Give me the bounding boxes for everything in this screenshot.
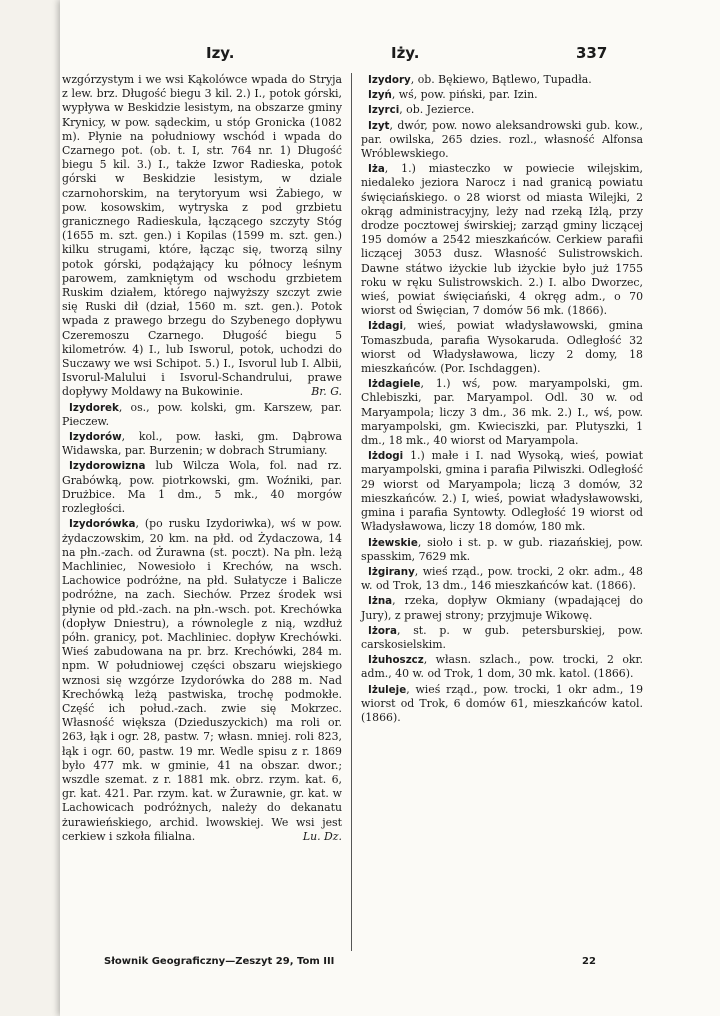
entry-text: lub Wilcza Wola, fol. nad rz. Grabówką, pow. piotrkowski, gm. Woźniki, par. Drużbice. Ma 1 dm., 5 mk., 40 morgów rozległości. bbox=[62, 459, 342, 516]
footer-signature-number: 22 bbox=[582, 956, 596, 967]
entry bbox=[361, 624, 643, 652]
entry-headword: Izydorów bbox=[69, 431, 122, 444]
entry-text: , wieś rząd., pow. trocki, 1 okr adm., 19 wiorst od Trok, 6 domów 61, mieszkańców katol. (1866). bbox=[361, 682, 643, 724]
entry-continuation bbox=[62, 73, 342, 400]
entry-headword: Iżdagiele bbox=[368, 378, 421, 391]
entry-text: , wś, pow. piński, par. Izin. bbox=[391, 88, 538, 102]
entry-text: , własn. szlach., pow. trocki, 2 okr. adm., 40 w. od Trok, 1 dom, 30 mk. katol. (1866). bbox=[361, 653, 643, 681]
entry-text: wzgórzystym i we wsi Kąkolówce wpada do Stryja z lew. brz. Długość biegu 3 kil. 2.) I., potok górski, wypływa w Beskidzie lesistym, na obszarze gminy Krynicy, w pow. sądeckim, u stóp Gronicka (1082 m). Płynie na południowy wschód i wpada do Czarnego pot. (ob. t. I, str. 764 nr. 1) Długość biegu 5 kil. 3.) I., także Izwor Radieska, potok górski w Beskidzie lesistym, w dziale czarnohorskim, na terytoryum wsi Żabiego, w pow. kosowskim, wytryska z pod grzbietu granicznego Radieskula, łączącego szczyty Stóg (1655 m. szt. gen.) i Kopilas (1599 m. szt. gen.) kilku strugami, które, łącząc się, tworzą silny potok górski, podążający ku północy leśnym parowem, zamkniętym od wschodu grzbietem Ruskim działem, którego najwyższy szczyt zwie się Ruski dił (dział, 1560 m. szt. gen.). Potok wpada z prawego brzegu do Szybenego dopływu Czeremoszu Czarnego. Długość biegu 5 kilometrów. 4) I., lub Isworul, potok, uchodzi do Suczawy we wsi Schipot. 5.) I., Isvorul lub I. Albii, Isvorul-Malului i Isvorul-Schandrului, prawe dopływy Moldawy na Bukowinie. bbox=[62, 73, 342, 399]
entry-headword: Iżewskie bbox=[368, 536, 418, 549]
running-head-center: Iży. bbox=[391, 44, 420, 62]
entry bbox=[62, 401, 342, 429]
entry bbox=[62, 517, 342, 844]
entry-headword: Izydorek bbox=[69, 401, 119, 414]
entry-text: , wieś, powiat władysławowski, gmina Tomaszbuda, parafia Wysokaruda. Odległość 32 wiorst od Władysławowa, liczy 2 domy, 18 mieszkańców. (Por. Ischdaggen). bbox=[361, 319, 643, 376]
entry bbox=[361, 103, 643, 117]
entry-headword: Izydory bbox=[368, 74, 411, 86]
entry-text: , wieś rząd., pow. trocki, 2 okr. adm., 48 w. od Trok, 13 dm., 146 mieszkańców kat. (1866). bbox=[361, 564, 643, 593]
entry-headword: Izyrci bbox=[368, 104, 400, 117]
entry bbox=[361, 162, 643, 318]
entry bbox=[361, 73, 643, 87]
entry-text: , kol., pow. łaski, gm. Dąbrowa Widawska, par. Burzenin; w dobrach Strumiany. bbox=[62, 430, 342, 458]
entry bbox=[62, 459, 342, 516]
entry bbox=[361, 683, 643, 726]
entry-text: , ob. Bękiewo, Bątlewo, Tupadła. bbox=[410, 73, 592, 86]
entry-headword: Iża bbox=[368, 163, 385, 176]
entry-text: , 1.) miasteczko w powiecie wilejskim, niedaleko jeziora Narocz i nad granicą powiatu święciańskiego. o 28 wiorst od miasta Wilejki, 2 okrąg administracyjny, leży nad rzeką Iżlą, przy drodze pocztowej świrskiej; zarząd gminy liczącej 195 domów a 2542 mieszkańców. Cerkiew parafii liczącej 3053 dusz. Własność Sulistrowskich. Dawne státwo iżyckie lub iżyckie było już 1755 roku w ręku Sulistrowskich. 2.) I. albo Dworzec, wieś, powiat święciański, 4 okręg adm., o 70 wiorst od Święcian, 7 domów 56 mk. (1866). bbox=[361, 162, 643, 318]
entry bbox=[62, 430, 342, 458]
page-number: 337 bbox=[576, 44, 608, 62]
entry-headword: Iżna bbox=[368, 595, 393, 608]
entry-text: , st. p. w gub. petersburskiej, pow. carskosielskim. bbox=[361, 623, 643, 651]
entry bbox=[361, 88, 643, 102]
entry-text: , dwór, pow. nowo aleksandrowski gub. kow., par. owilska, 265 dzies. rozl., własność Alfonsa Wróblewskiego. bbox=[361, 118, 643, 161]
entry-text: , ob. Jezierce. bbox=[399, 103, 475, 117]
entry-headword: Iżuhoszcz bbox=[368, 654, 424, 667]
entry-headword: Izydorowizna bbox=[69, 460, 146, 473]
column-divider bbox=[351, 73, 352, 951]
entry-headword: Iżdagi bbox=[368, 320, 404, 333]
entry bbox=[361, 536, 643, 564]
right-column bbox=[361, 73, 643, 726]
entry-headword: Iżuleje bbox=[368, 683, 407, 696]
entry-text: , os., pow. kolski, gm. Karszew, par. Pieczew. bbox=[62, 400, 342, 428]
entry bbox=[361, 449, 643, 534]
footer-publication: Słownik Geograficzny—Zeszyt 29, Tom III bbox=[104, 956, 335, 967]
entry bbox=[361, 594, 643, 622]
entry-signature: Lu. Dz. bbox=[302, 829, 342, 843]
entry-headword: Izydorówka bbox=[69, 518, 136, 531]
entry-text: , 1.) wś, pow. maryampolski, gm. Chlebiszki, par. Maryampol. Odl. 30 w. od Maryampola; liczy 3 dm., 36 mk. 2.) I., wś, pow. maryampolski, gm. Kwieciszki, par. Plutyszki, 1 dm., 18 mk., 40 wiorst od Maryampola. bbox=[361, 377, 643, 448]
entry bbox=[361, 377, 643, 448]
running-head-left: Izy. bbox=[206, 44, 235, 62]
entry-headword: Izyń bbox=[368, 89, 392, 102]
entry-text: 1.) małe i I. nad Wysoką, wieś, powiat maryampolski, gmina i parafia Pilwiszki. Odległość 29 wiorst od Maryampola; liczą 3 domów, 32 mieszkańców. 2.) I, wieś, powiat władysławowski, gmina i parafia Syntowty. Odległość 19 wiorst od Władysławowa, liczy 18 domów, 180 mk. bbox=[361, 449, 643, 534]
entry bbox=[361, 119, 643, 162]
entry-headword: Iżdogi bbox=[368, 450, 404, 463]
entry-text: , sioło i st. p. w gub. riazańskiej, pow. spasskim, 7629 mk. bbox=[361, 535, 643, 563]
entry-text: , (po rusku Izydoriwka), wś w pow. żydaczowskim, 20 km. na płd. od Żydaczowa, 14 na płn.-zach. od Żurawna (st. poczt). Na płn. leżą Machliniec, Nowesioło i Krechów, na wsch. Lachowice podróżne, na płd. Sułatycze i Balicze podróżne, na zach. Siechów. Przez środek wsi płynie od płd.-zach. na płn.-wsch. pot. Krechówka (dopływ Dniestru), a równolegle z nią, wzdłuż półn. granicy, pot. Machliniec. dopływ Krechówki. Wieś zabudowana na pr. brz. Krechówki, 284 m. npm. W południowej części obszaru wiejskiego wznosi się wzgórze Izydorówka do 288 m. Nad Krechówką leżą pastwiska, trochę podmokłe. Część ich połud.-zach. zwie się Mokrzec. Własność większa (Dzieduszyckich) ma roli or. 263, łąk i ogr. 28, pastw. 7; własn. mniej. roli 823, łąk i ogr. 60, pastw. 19 mr. Wedle spisu z r. 1869 było 477 mk. w gminie, 41 na obszar. dwor.; wszdle szemat. z r. 1881 mk. obrz. rzym. kat. 6, gr. kat. 421. Par. rzym. kat. w Żurawnie, gr. kat. w Lachowicach podróżnych, należy do dekanatu żurawieńskiego, archid. lwowskiej. We wsi jest cerkiew i szkoła filialna. bbox=[62, 517, 342, 843]
entry-headword: Iżora bbox=[368, 624, 397, 637]
left-column bbox=[62, 73, 342, 845]
entry bbox=[361, 653, 643, 681]
entry-headword: Iżgirany bbox=[368, 565, 415, 578]
entry-text: , rzeka, dopływ Okmiany (wpadającej do Jury), z prawej strony; przyjmuje Wikowę. bbox=[361, 594, 643, 622]
entry-signature: Br. G. bbox=[311, 385, 342, 399]
entry-headword: Izyt bbox=[368, 119, 390, 132]
entry bbox=[361, 565, 643, 593]
entry bbox=[361, 319, 643, 376]
